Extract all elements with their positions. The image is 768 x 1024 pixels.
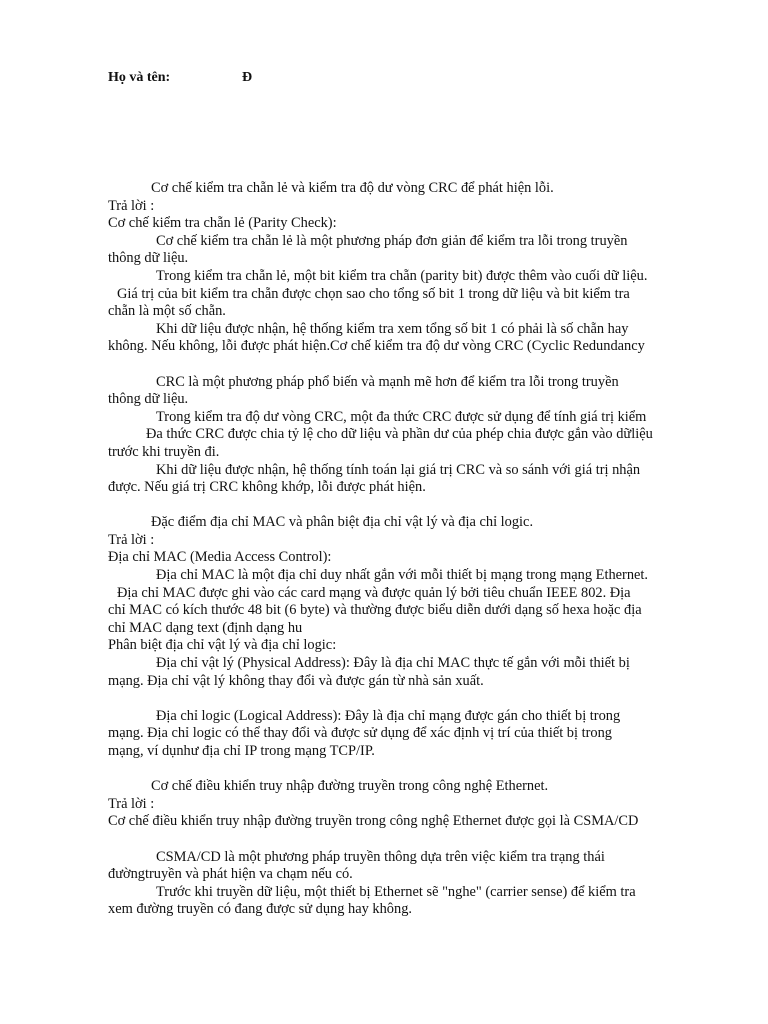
paragraph-line: chỉ MAC dạng text (định dạng hu — [108, 619, 303, 636]
paragraph-line: Trong kiểm tra chẵn lẻ, một bit kiểm tra chẵn (parity bit) được thêm vào cuối dữ liệu. — [156, 267, 648, 284]
blank-line — [108, 690, 698, 708]
document-body — [108, 180, 698, 919]
paragraph-line: Cơ chế kiểm tra chẵn lẻ là một phương pháp đơn giản để kiểm tra lỗi trong truyền — [156, 232, 628, 249]
blank-line — [108, 831, 698, 849]
paragraph-line: Địa chỉ logic (Logical Address): Đây là địa chỉ mạng được gán cho thiết bị trong — [156, 707, 621, 724]
section-heading: Địa chỉ MAC (Media Access Control): — [108, 549, 332, 566]
paragraph-line: thông dữ liệu. — [108, 391, 189, 408]
student-name-header — [108, 70, 253, 86]
paragraph-line: trước khi truyền đi. — [108, 443, 220, 460]
question-3-heading: Cơ chế điều khiển truy nhập đường truyền trong công nghệ Ethernet. — [151, 778, 549, 795]
paragraph-line: Trong kiểm tra độ dư vòng CRC, một đa thức CRC được sử dụng để tính giá trị kiểm — [156, 408, 647, 425]
paragraph-line: Địa chỉ MAC là một địa chỉ duy nhất gắn với mỗi thiết bị mạng trong mạng Ethernet. — [156, 567, 649, 584]
blank-line — [108, 356, 698, 374]
paragraph-line: chỉ MAC có kích thước 48 bit (6 byte) và thường được biểu diễn dưới dạng số hexa hoặc địa — [108, 602, 642, 619]
paragraph-line: mạng. Địa chỉ vật lý không thay đổi và được gán từ nhà sản xuất. — [108, 672, 484, 689]
paragraph-line: CRC là một phương pháp phổ biến và mạnh mẽ hơn để kiểm tra lỗi trong truyền — [156, 373, 619, 390]
name-label: Họ và tên: — [108, 70, 171, 85]
paragraph-line: đườngtruyền và phát hiện va chạm nếu có. — [108, 866, 353, 883]
section-heading: Cơ chế điều khiển truy nhập đường truyền trong công nghệ Ethernet được gọi là CSMA/CD — [108, 813, 639, 830]
paragraph-line: Khi dữ liệu được nhận, hệ thống kiểm tra xem tổng số bit 1 có phải là số chẵn hay — [156, 320, 629, 337]
blank-line — [108, 497, 698, 515]
blank-line — [108, 761, 698, 779]
paragraph-line: Giá trị của bit kiểm tra chẵn được chọn sao cho tổng số bit 1 trong dữ liệu và bit kiểm tra — [117, 285, 630, 302]
question-1-heading: Cơ chế kiểm tra chẵn lẻ và kiểm tra độ dư vòng CRC để phát hiện lỗi. — [151, 180, 554, 196]
paragraph-line: chẵn là một số chẵn. — [108, 303, 226, 320]
paragraph-line: CSMA/CD là một phương pháp truyền thông dựa trên việc kiểm tra trạng thái — [156, 848, 605, 865]
paragraph-line: mạng, ví dụnhư địa chỉ IP trong mạng TCP/IP. — [108, 743, 375, 759]
paragraph-line: Trước khi truyền dữ liệu, một thiết bị Ethernet sẽ "nghe" (carrier sense) để kiểm tra — [156, 883, 636, 900]
name-value: Đ — [242, 70, 253, 85]
section-heading: Phân biệt địa chỉ vật lý và địa chỉ logic: — [108, 637, 337, 654]
answer-label: Trả lời : — [108, 531, 155, 548]
paragraph-line: Địa chỉ vật lý (Physical Address): Đây là địa chỉ MAC thực tế gắn với mỗi thiết bị — [156, 655, 630, 672]
paragraph-line: thông dữ liệu. — [108, 250, 189, 267]
paragraph-line: Đa thức CRC được chia tỷ lệ cho dữ liệu và phần dư của phép chia được gắn vào dữliệu — [146, 426, 653, 443]
paragraph-line: xem đường truyền có đang được sử dụng hay không. — [108, 901, 412, 918]
answer-label: Trả lời : — [108, 197, 155, 214]
paragraph-line: Khi dữ liệu được nhận, hệ thống tính toán lại giá trị CRC và so sánh với giá trị nhận — [156, 461, 641, 478]
question-2-heading: Đặc điểm địa chỉ MAC và phân biệt địa chỉ vật lý và địa chỉ logic. — [151, 514, 534, 531]
paragraph-line: Địa chỉ MAC được ghi vào các card mạng và được quản lý bởi tiêu chuẩn IEEE 802. Địa — [117, 584, 631, 601]
paragraph-line: mạng. Địa chỉ logic có thể thay đổi và được sử dụng để xác định vị trí của thiết bị trong — [108, 725, 612, 742]
paragraph-line: được. Nếu giá trị CRC không khớp, lỗi được phát hiện. — [108, 479, 426, 496]
paragraph-line: không. Nếu không, lỗi được phát hiện.Cơ chế kiểm tra độ dư vòng CRC (Cyclic Redundancy — [108, 338, 645, 355]
answer-label: Trả lời : — [108, 795, 155, 812]
section-heading: Cơ chế kiểm tra chẵn lẻ (Parity Check): — [108, 215, 337, 232]
